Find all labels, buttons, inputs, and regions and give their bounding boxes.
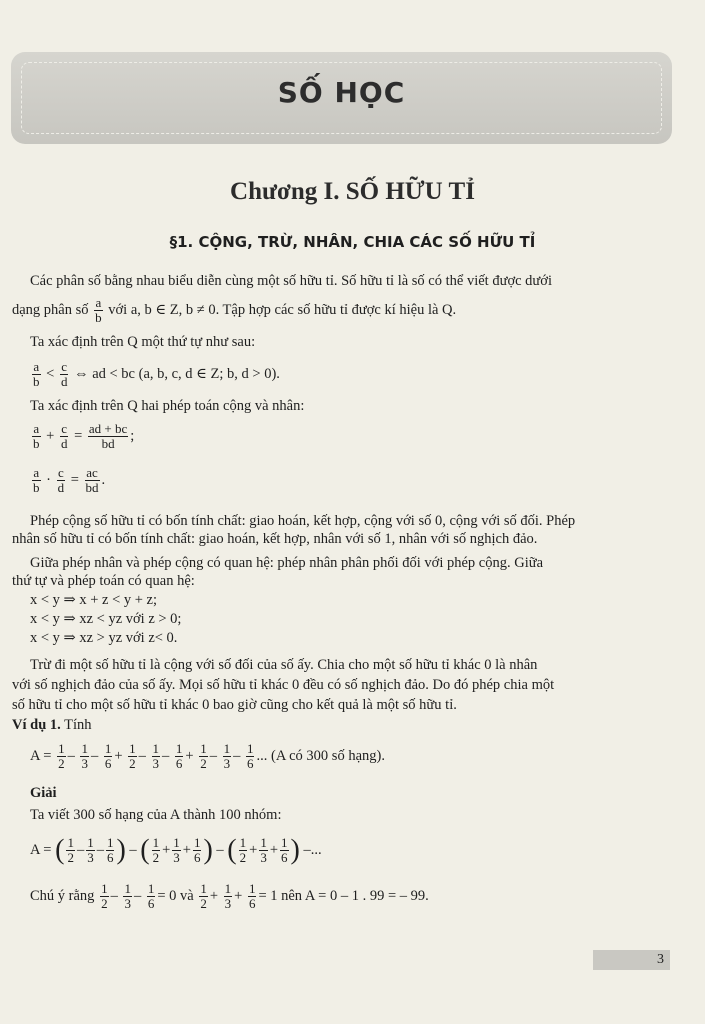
paragraph-1b: dạng phân số $\frac{a}{b}$ với a, b ∈ Z, b ≠ 0. Tập hợp các số hữu tỉ được kí hiệu là Q.	[12, 295, 457, 325]
paragraph-4a: Trừ đi một số hữu tỉ là cộng với số đối của số ấy. Chia cho một số hữu tỉ khác 0 là nhân	[30, 657, 538, 673]
example-heading: Ví dụ 1. Tính	[12, 717, 92, 733]
page-number: 3	[593, 950, 670, 970]
example-expression: A = $\frac{1}{2}$ – $\frac{1}{3}$ – $\frac{1}{6}$ + $\frac{1}{2}$ – $\frac{1}{3}$ – $\frac{1}{6}$ + $\frac{1}{2}$ – $\frac{1}{3}$ – $\frac{1}{6}$ ... (A có 300 số hạng).	[30, 741, 385, 771]
inequality-1: x < y ⇒ x + z < y + z;	[30, 592, 158, 608]
sum-formula: $\frac{a}{b}$ + $\frac{c}{d}$ = $\frac{ad + bc}{bd}$ ;	[33, 421, 135, 451]
paragraph-2a: Phép cộng số hữu tỉ có bốn tính chất: giao hoán, kết hợp, cộng với số 0, cộng với số đối. Phép	[30, 513, 576, 529]
paragraph-4b: với số nghịch đảo của số ấy. Mọi số hữu tỉ khác 0 đều có số nghịch đảo. Do đó phép chia một	[12, 677, 555, 693]
solution-line-1: Ta viết 300 số hạng của A thành 100 nhóm:	[30, 807, 282, 823]
section-banner	[11, 52, 672, 144]
paragraph-3b: thứ tự và phép toán có quan hệ:	[12, 573, 195, 589]
order-intro: Ta xác định trên Q một thứ tự như sau:	[30, 334, 256, 350]
banner-title: SỐ HỌC	[277, 76, 406, 109]
paragraph-1a: Các phân số bằng nhau biểu diễn cùng một số hữu tỉ. Số hữu tỉ là số có thể viết được dưới	[30, 273, 552, 289]
paragraph-4c: số hữu tỉ cho một số hữu tỉ khác 0 bao giờ cũng cho kết quả là một số hữu tỉ.	[12, 697, 457, 713]
solution-label: Giải	[30, 785, 57, 801]
chapter-title: Chương I. SỐ HỮU TỈ	[230, 178, 475, 205]
order-rule: $\frac{a}{b}$ < $\frac{c}{d}$ ⇔ ad < bc (a, b, c, d ∈ Z; b, d > 0).	[33, 359, 280, 389]
fraction-a-b: $\frac{a}{b}$	[95, 295, 102, 325]
paragraph-3a: Giữa phép nhân và phép cộng có quan hệ: phép nhân phân phối đối với phép cộng. Giữa	[30, 555, 544, 571]
solution-note: Chú ý rằng $\frac{1}{2}$ – $\frac{1}{3}$ – $\frac{1}{6}$ = 0 và $\frac{1}{2}$ + $\frac{1}{3}$ + $\frac{1}{6}$ = 1 nên A = 0 – 1 . 99 = – 99.	[30, 881, 429, 911]
inequality-3: x < y ⇒ xz > yz với z< 0.	[30, 630, 178, 646]
product-formula: $\frac{a}{b}$ · $\frac{c}{d}$ = $\frac{ac}{bd}$ .	[33, 465, 106, 495]
paragraph-2b: nhân số hữu tỉ có bốn tính chất: giao hoán, kết hợp, nhân với số 1, nhân với số nghịch đảo.	[12, 531, 538, 547]
operations-intro: Ta xác định trên Q hai phép toán cộng và nhân:	[30, 398, 305, 414]
inequality-2: x < y ⇒ xz < yz với z > 0;	[30, 611, 182, 627]
grouped-expression: A = ( $\frac{1}{2}$ – $\frac{1}{3}$ – $\frac{1}{6}$ ) – ( $\frac{1}{2}$ + $\frac{1}{3}$ + $\frac{1}{6}$ ) – ( $\frac{1}{2}$ + $\frac{1}{3}$ + $\frac{1}{6}$ ) –...	[30, 834, 322, 866]
section-title: §1. CỘNG, TRỪ, NHÂN, CHIA CÁC SỐ HỮU TỈ	[169, 233, 536, 251]
